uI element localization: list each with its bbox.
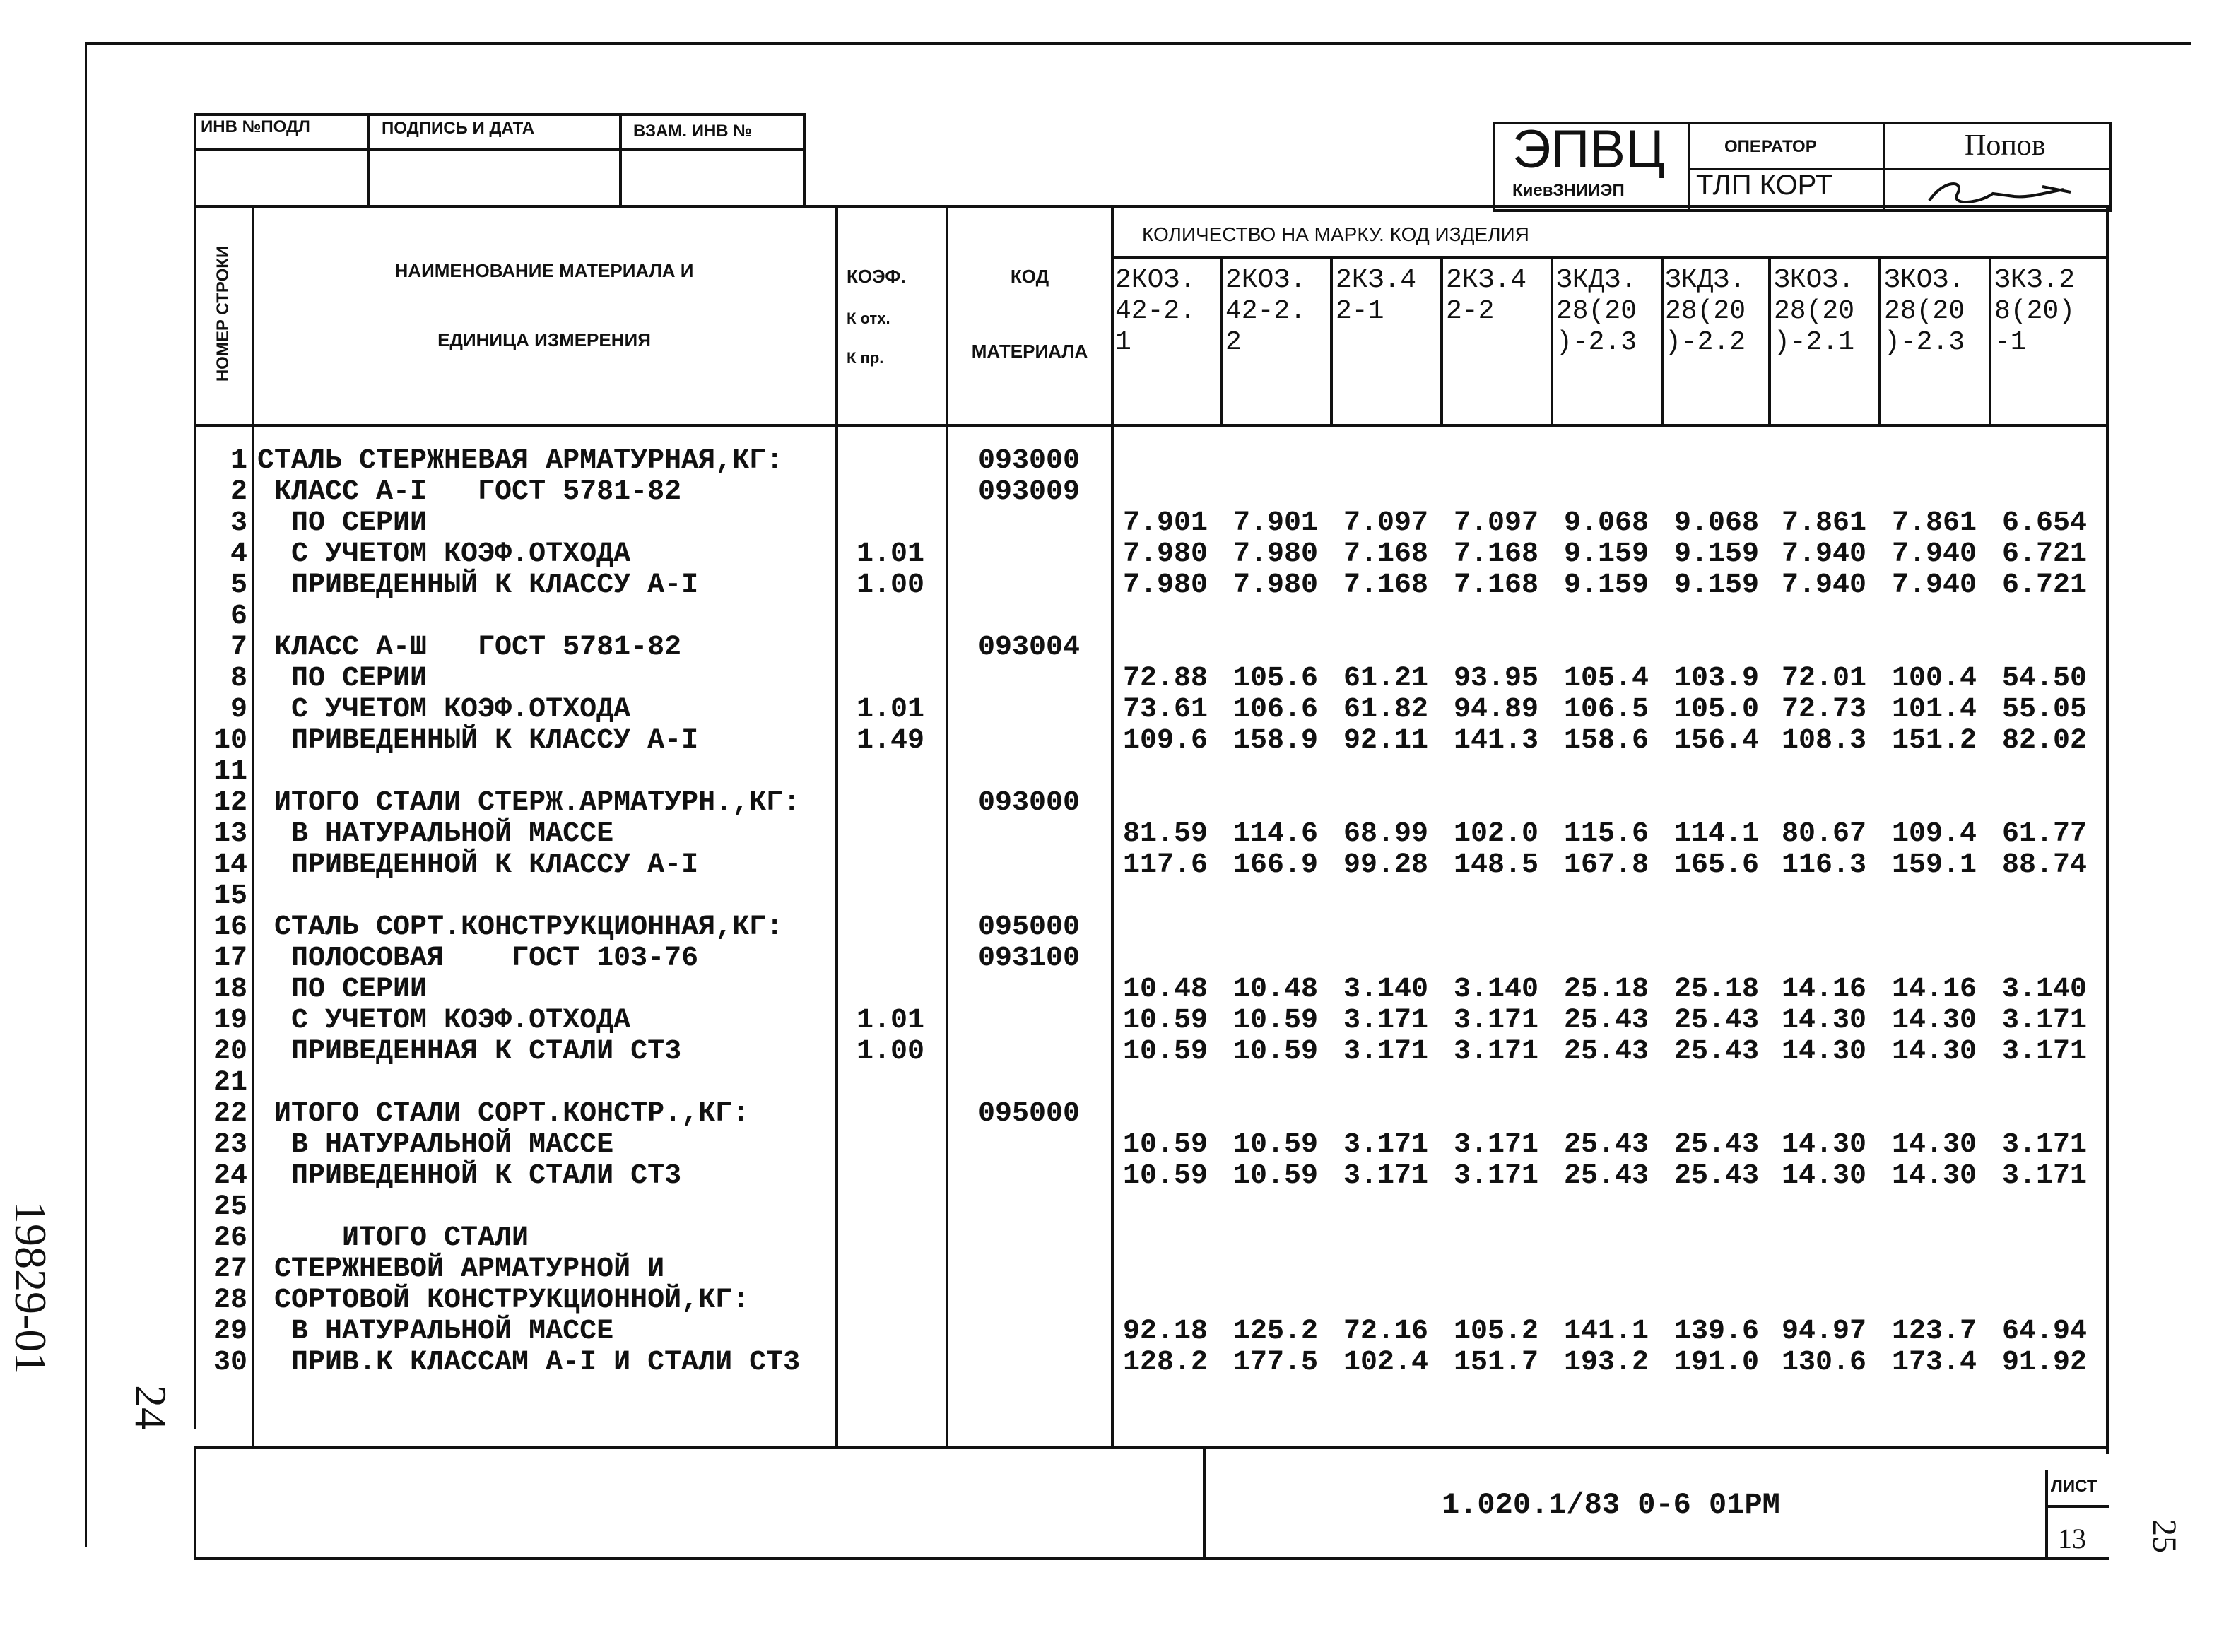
header-coef-2: К отх. [847, 309, 890, 327]
material-name: С УЧЕТОМ КОЭФ.ОТХОДА [257, 538, 631, 570]
quantity-value: 14.30 [1891, 1160, 1977, 1192]
header-separator [194, 424, 2109, 427]
header-coef-3: К пр. [847, 349, 884, 367]
quantity-value: 3.171 [1343, 1005, 1429, 1037]
quantity-value: 9.068 [1673, 507, 1760, 539]
row-number: 23 [213, 1129, 247, 1161]
mark-sep-1 [1220, 256, 1223, 425]
quantity-value: 7.901 [1122, 507, 1208, 539]
row-number: 15 [213, 880, 247, 912]
material-name: ИТОГО СТАЛИ [257, 1222, 529, 1254]
left-frame-line [85, 42, 87, 1547]
mark-header-8-line-1: ЗКОЗ. [1884, 265, 1965, 295]
operator-label: ОПЕРАТОР [1724, 137, 1817, 156]
mark-header-9-line-2: 8(20) [1994, 296, 2076, 326]
material-name: СТАЛЬ СТЕРЖНЕВАЯ АРМАТУРНАЯ,КГ: [257, 445, 784, 477]
quantity-value: 10.59 [1232, 1129, 1319, 1161]
quantity-value: 7.861 [1891, 507, 1977, 539]
quantity-value: 151.2 [1891, 725, 1977, 757]
mark-header-5-line-2: 28(20 [1556, 296, 1637, 326]
quantity-value: 7.980 [1122, 570, 1208, 601]
top-frame-line [85, 42, 2191, 45]
material-code: 095000 [977, 1098, 1081, 1130]
row-number: 8 [230, 663, 247, 695]
quantity-value: 14.30 [1891, 1036, 1977, 1068]
row-number: 6 [230, 601, 247, 632]
material-code: 093000 [977, 445, 1081, 477]
quantity-value: 7.097 [1343, 507, 1429, 539]
row-number: 19 [213, 1005, 247, 1037]
quantity-value: 106.5 [1563, 694, 1649, 726]
footer-top-line [194, 1446, 2109, 1449]
quantity-value: 3.171 [1343, 1160, 1429, 1192]
quantity-value: 7.861 [1781, 507, 1867, 539]
quantity-value: 25.43 [1673, 1005, 1760, 1037]
material-name: ПО СЕРИИ [257, 507, 428, 539]
quantity-value: 191.0 [1673, 1347, 1760, 1379]
row-number: 29 [213, 1316, 247, 1347]
material-name: КЛАСС А-Ш ГОСТ 5781-82 [257, 632, 682, 663]
material-name: СТАЛЬ СОРТ.КОНСТРУКЦИОННАЯ,КГ: [257, 911, 784, 943]
quantity-value: 72.73 [1781, 694, 1867, 726]
material-code: 093009 [977, 476, 1081, 508]
material-name: СТЕРЖНЕВОЙ АРМАТУРНОЙ И [257, 1253, 665, 1285]
quantity-value: 125.2 [1232, 1316, 1319, 1347]
quantity-value: 91.92 [2001, 1347, 2088, 1379]
quantity-value: 81.59 [1122, 818, 1208, 850]
quantity-value: 3.171 [1343, 1036, 1429, 1068]
mark-header-8-line-2: 28(20 [1884, 296, 1965, 326]
coefficient: 1.01 [856, 538, 924, 570]
mark-header-5-line-1: ЗКДЗ. [1556, 265, 1637, 295]
quantity-value: 25.43 [1673, 1160, 1760, 1192]
quantity-value: 10.59 [1232, 1005, 1319, 1037]
material-name: ПРИВЕДЕННЫЙ К КЛАССУ А-I [257, 725, 699, 757]
quantity-value: 68.99 [1343, 818, 1429, 850]
quantity-value: 9.159 [1563, 538, 1649, 570]
quantity-value: 14.30 [1781, 1160, 1867, 1192]
quantity-value: 14.30 [1781, 1005, 1867, 1037]
quantity-value: 10.59 [1122, 1129, 1208, 1161]
doc-code: 1.020.1/83 0-6 01РМ [1442, 1488, 1780, 1522]
quantity-value: 94.97 [1781, 1316, 1867, 1347]
quantity-value: 7.980 [1232, 570, 1319, 601]
quantity-value: 25.18 [1563, 974, 1649, 1005]
handwritten-inventory-number: 19829-01 [6, 1201, 56, 1375]
row-number: 4 [230, 538, 247, 570]
material-name: ПРИВЕДЕННАЯ К СТАЛИ СТ3 [257, 1036, 682, 1068]
quantity-value: 105.2 [1453, 1316, 1539, 1347]
quantity-value: 3.171 [2001, 1005, 2088, 1037]
quantity-value: 100.4 [1891, 663, 1977, 695]
header-rownum: НОМЕР СТРОКИ [213, 245, 233, 382]
org-divider-1 [1688, 122, 1690, 209]
row-number: 27 [213, 1253, 247, 1285]
quantity-value: 3.171 [1453, 1129, 1539, 1161]
row-number: 25 [213, 1191, 247, 1223]
quantity-value: 128.2 [1122, 1347, 1208, 1379]
row-number: 17 [213, 943, 247, 974]
mark-sep-3 [1440, 256, 1443, 425]
quantity-value: 72.01 [1781, 663, 1867, 695]
coefficient: 1.00 [856, 1036, 924, 1068]
mark-sep-4 [1551, 256, 1553, 425]
quantity-value: 10.59 [1122, 1005, 1208, 1037]
quantity-value: 25.43 [1563, 1005, 1649, 1037]
quantity-value: 72.88 [1122, 663, 1208, 695]
quantity-value: 72.16 [1343, 1316, 1429, 1347]
row-number: 2 [230, 476, 247, 508]
material-name: В НАТУРАЛЬНОЙ МАССЕ [257, 1316, 614, 1347]
quantity-value: 166.9 [1232, 849, 1319, 881]
footer-sheet-divider [2045, 1470, 2048, 1560]
mark-header-9-line-1: ЗКЗ.2 [1994, 265, 2076, 295]
mark-header-6-line-2: 28(20 [1665, 296, 1746, 326]
quantity-value: 7.980 [1122, 538, 1208, 570]
quantity-value: 14.16 [1891, 974, 1977, 1005]
edge-note-25: 25 [2146, 1519, 2183, 1553]
quantity-value: 123.7 [1891, 1316, 1977, 1347]
quantity-value: 9.159 [1673, 538, 1760, 570]
quantity-value: 3.140 [1453, 974, 1539, 1005]
quantity-value: 94.89 [1453, 694, 1539, 726]
person-name: Попов [1965, 129, 2046, 162]
quantity-value: 10.48 [1122, 974, 1208, 1005]
coefficient: 1.01 [856, 1005, 924, 1037]
mark-header-1-line-1: 2КОЗ. [1115, 265, 1196, 295]
org-divider-2 [1883, 122, 1885, 209]
mark-header-9-line-3: -1 [1994, 327, 2027, 358]
operator-value: ТЛП КОРТ [1696, 170, 1832, 201]
col-line-coef [946, 205, 948, 1447]
quantity-value: 109.6 [1122, 725, 1208, 757]
quantity-value: 7.940 [1891, 538, 1977, 570]
quantity-value: 101.4 [1891, 694, 1977, 726]
quantity-value: 3.171 [1453, 1160, 1539, 1192]
quantity-value: 165.6 [1673, 849, 1760, 881]
quantity-value: 115.6 [1563, 818, 1649, 850]
quantity-value: 130.6 [1781, 1347, 1867, 1379]
quantity-value: 3.171 [2001, 1129, 2088, 1161]
quantity-value: 177.5 [1232, 1347, 1319, 1379]
quantity-value: 3.171 [1343, 1129, 1429, 1161]
quantity-value: 93.95 [1453, 663, 1539, 695]
quantity-value: 148.5 [1453, 849, 1539, 881]
quantity-value: 25.43 [1563, 1160, 1649, 1192]
quantity-value: 7.940 [1891, 570, 1977, 601]
mark-header-4-line-2: 2-2 [1446, 296, 1495, 326]
row-number: 1 [230, 445, 247, 477]
quantity-value: 61.77 [2001, 818, 2088, 850]
row-number: 18 [213, 974, 247, 1005]
quantity-value: 55.05 [2001, 694, 2088, 726]
quantity-value: 3.140 [1343, 974, 1429, 1005]
quantity-value: 14.16 [1781, 974, 1867, 1005]
stamp-divider-h [194, 148, 803, 151]
footer-bottom-line [194, 1557, 2109, 1560]
footer-divider [1203, 1446, 1206, 1560]
quantity-value: 6.721 [2001, 538, 2088, 570]
mark-header-3-line-2: 2-1 [1336, 296, 1384, 326]
row-number: 12 [213, 787, 247, 819]
sheet-number: 13 [2058, 1523, 2086, 1554]
coefficient: 1.01 [856, 694, 924, 726]
material-name: ПО СЕРИИ [257, 663, 428, 695]
coefficient: 1.49 [856, 725, 924, 757]
quantity-value: 7.168 [1453, 538, 1539, 570]
quantity-value: 88.74 [2001, 849, 2088, 881]
material-name: В НАТУРАЛЬНОЙ МАССЕ [257, 1129, 614, 1161]
coefficient: 1.00 [856, 570, 924, 601]
stamp-podpis-data: ПОДПИСЬ И ДАТА [382, 119, 535, 138]
mark-sep-5 [1661, 256, 1664, 425]
mark-sep-6 [1768, 256, 1771, 425]
material-code: 095000 [977, 911, 1081, 943]
quantity-value: 3.171 [1453, 1036, 1539, 1068]
mark-header-2-line-3: 2 [1225, 327, 1242, 358]
mark-header-3-line-1: 2КЗ.4 [1336, 265, 1417, 295]
sheet-label: ЛИСТ [2051, 1477, 2097, 1496]
row-number: 5 [230, 570, 247, 601]
row-number: 7 [230, 632, 247, 663]
row-number: 21 [213, 1067, 247, 1099]
quantity-value: 106.6 [1232, 694, 1319, 726]
quantity-value: 9.068 [1563, 507, 1649, 539]
quantity-value: 139.6 [1673, 1316, 1760, 1347]
quantity-value: 54.50 [2001, 663, 2088, 695]
handwritten-note-24: 24 [126, 1385, 176, 1430]
quantity-value: 117.6 [1122, 849, 1208, 881]
row-number: 3 [230, 507, 247, 539]
mark-header-7-line-3: )-2.1 [1774, 327, 1855, 358]
quantity-value: 10.59 [1232, 1160, 1319, 1192]
quantity-value: 102.0 [1453, 818, 1539, 850]
header-name-line1: НАИМЕНОВАНИЕ МАТЕРИАЛА И [394, 260, 694, 281]
quantity-value: 116.3 [1781, 849, 1867, 881]
quantity-value: 3.171 [2001, 1036, 2088, 1068]
quantity-value: 80.67 [1781, 818, 1867, 850]
quantity-value: 105.6 [1232, 663, 1319, 695]
row-number: 28 [213, 1285, 247, 1316]
mark-sep-8 [1989, 256, 1991, 425]
quantity-value: 25.43 [1563, 1036, 1649, 1068]
quantity-value: 3.171 [1453, 1005, 1539, 1037]
quantity-value: 6.721 [2001, 570, 2088, 601]
quantity-value: 73.61 [1122, 694, 1208, 726]
mark-header-7-line-1: ЗКОЗ. [1774, 265, 1855, 295]
quantity-value: 10.59 [1122, 1160, 1208, 1192]
quantity-value: 158.6 [1563, 725, 1649, 757]
quantity-value: 10.59 [1122, 1036, 1208, 1068]
quantity-value: 114.6 [1232, 818, 1319, 850]
material-name: В НАТУРАЛЬНОЙ МАССЕ [257, 818, 614, 850]
quantity-value: 14.30 [1781, 1036, 1867, 1068]
mark-header-6-line-3: )-2.2 [1665, 327, 1746, 358]
quantity-value: 7.980 [1232, 538, 1319, 570]
quantity-value: 7.940 [1781, 570, 1867, 601]
quantity-value: 7.097 [1453, 507, 1539, 539]
row-number: 30 [213, 1347, 247, 1379]
material-name: ИТОГО СТАЛИ СТЕРЖ.АРМАТУРН.,КГ: [257, 787, 801, 819]
quantity-value: 141.3 [1453, 725, 1539, 757]
quantity-value: 193.2 [1563, 1347, 1649, 1379]
quantity-value: 9.159 [1563, 570, 1649, 601]
mark-header-4-line-1: 2КЗ.4 [1446, 265, 1527, 295]
quantity-value: 9.159 [1673, 570, 1760, 601]
quantity-value: 64.94 [2001, 1316, 2088, 1347]
material-name: ПОЛОСОВАЯ ГОСТ 103-76 [257, 943, 699, 974]
quantity-value: 102.4 [1343, 1347, 1429, 1379]
quantity-value: 173.4 [1891, 1347, 1977, 1379]
row-number: 13 [213, 818, 247, 850]
mark-sep-7 [1878, 256, 1881, 425]
quantity-value: 6.654 [2001, 507, 2088, 539]
stamp-inv-podl: ИНВ №ПОДЛ [201, 117, 310, 136]
stamp-divider-1 [367, 113, 370, 205]
quantity-value: 141.1 [1563, 1316, 1649, 1347]
mark-header-5-line-3: )-2.3 [1556, 327, 1637, 358]
quantity-value: 114.1 [1673, 818, 1760, 850]
header-code-2: МАТЕРИАЛА [971, 341, 1088, 362]
row-number: 9 [230, 694, 247, 726]
quantity-value: 109.4 [1891, 818, 1977, 850]
material-name: С УЧЕТОМ КОЭФ.ОТХОДА [257, 1005, 631, 1037]
quantity-value: 14.30 [1781, 1129, 1867, 1161]
org-name: ЭПВЦ [1512, 119, 1666, 179]
stamp-vzam-inv: ВЗАМ. ИНВ № [633, 122, 753, 141]
quantity-value: 7.901 [1232, 507, 1319, 539]
quantity-value: 14.30 [1891, 1005, 1977, 1037]
row-number: 10 [213, 725, 247, 757]
col-line-rownum [252, 205, 254, 1447]
row-number: 11 [213, 756, 247, 788]
quantity-value: 82.02 [2001, 725, 2088, 757]
mark-header-8-line-3: )-2.3 [1884, 327, 1965, 358]
row-number: 16 [213, 911, 247, 943]
material-name: С УЧЕТОМ КОЭФ.ОТХОДА [257, 694, 631, 726]
quantity-value: 99.28 [1343, 849, 1429, 881]
quantity-value: 108.3 [1781, 725, 1867, 757]
quantity-value: 25.18 [1673, 974, 1760, 1005]
mark-sep-2 [1330, 256, 1333, 425]
quantity-value: 159.1 [1891, 849, 1977, 881]
material-code: 093004 [977, 632, 1081, 663]
row-number: 26 [213, 1222, 247, 1254]
footer-sheet-line [2045, 1505, 2109, 1508]
quantity-value: 7.168 [1453, 570, 1539, 601]
material-name: ПО СЕРИИ [257, 974, 428, 1005]
mark-header-2-line-1: 2КОЗ. [1225, 265, 1307, 295]
mark-header-1-line-3: 1 [1115, 327, 1131, 358]
quantity-value: 105.0 [1673, 694, 1760, 726]
stamp-divider-2 [619, 113, 622, 205]
mark-header-7-line-2: 28(20 [1774, 296, 1855, 326]
material-name: ПРИВЕДЕННЫЙ К КЛАССУ А-I [257, 570, 699, 601]
quantity-value: 61.21 [1343, 663, 1429, 695]
qty-title-line [1111, 256, 2109, 259]
quantity-value: 151.7 [1453, 1347, 1539, 1379]
material-name: ПРИВЕДЕННОЙ К СТАЛИ СТ3 [257, 1160, 682, 1192]
quantity-value: 10.48 [1232, 974, 1319, 1005]
quantity-value: 167.8 [1563, 849, 1649, 881]
material-name: ПРИВ.К КЛАССАМ А-I И СТАЛИ СТ3 [257, 1347, 801, 1379]
quantity-value: 105.4 [1563, 663, 1649, 695]
material-name: КЛАСС А-I ГОСТ 5781-82 [257, 476, 682, 508]
header-qty-title: КОЛИЧЕСТВО НА МАРКУ. КОД ИЗДЕЛИЯ [1142, 223, 1529, 245]
material-name: СОРТОВОЙ КОНСТРУКЦИОННОЙ,КГ: [257, 1285, 750, 1316]
quantity-value: 25.43 [1673, 1036, 1760, 1068]
quantity-value: 25.43 [1563, 1129, 1649, 1161]
quantity-value: 92.18 [1122, 1316, 1208, 1347]
col-line-name [835, 205, 838, 1447]
mark-header-1-line-2: 42-2. [1115, 296, 1196, 326]
row-number: 20 [213, 1036, 247, 1068]
material-code: 093100 [977, 943, 1081, 974]
row-number: 22 [213, 1098, 247, 1130]
footer-left-border [194, 1446, 196, 1560]
quantity-value: 7.940 [1781, 538, 1867, 570]
quantity-value: 103.9 [1673, 663, 1760, 695]
quantity-value: 3.140 [2001, 974, 2088, 1005]
quantity-value: 7.168 [1343, 538, 1429, 570]
quantity-value: 7.168 [1343, 570, 1429, 601]
quantity-value: 10.59 [1232, 1036, 1319, 1068]
material-name: ИТОГО СТАЛИ СОРТ.КОНСТР.,КГ: [257, 1098, 750, 1130]
quantity-value: 14.30 [1891, 1129, 1977, 1161]
signature-icon [1922, 172, 2092, 209]
quantity-value: 3.171 [2001, 1160, 2088, 1192]
header-name-line2: ЕДИНИЦА ИЗМЕРЕНИЯ [437, 329, 651, 350]
org-sub: КиевЗНИИЭП [1512, 181, 1625, 200]
material-code: 093000 [977, 787, 1081, 819]
quantity-value: 61.82 [1343, 694, 1429, 726]
mark-header-6-line-1: ЗКДЗ. [1665, 265, 1746, 295]
mark-header-2-line-2: 42-2. [1225, 296, 1307, 326]
header-code-1: КОД [1010, 266, 1049, 287]
quantity-value: 92.11 [1343, 725, 1429, 757]
quantity-value: 156.4 [1673, 725, 1760, 757]
table-right-border [2106, 205, 2109, 1454]
quantity-value: 25.43 [1673, 1129, 1760, 1161]
row-number: 24 [213, 1160, 247, 1192]
row-number: 14 [213, 849, 247, 881]
header-coef-1: КОЭФ. [847, 266, 906, 287]
material-name: ПРИВЕДЕННОЙ К КЛАССУ А-I [257, 849, 699, 881]
quantity-value: 158.9 [1232, 725, 1319, 757]
